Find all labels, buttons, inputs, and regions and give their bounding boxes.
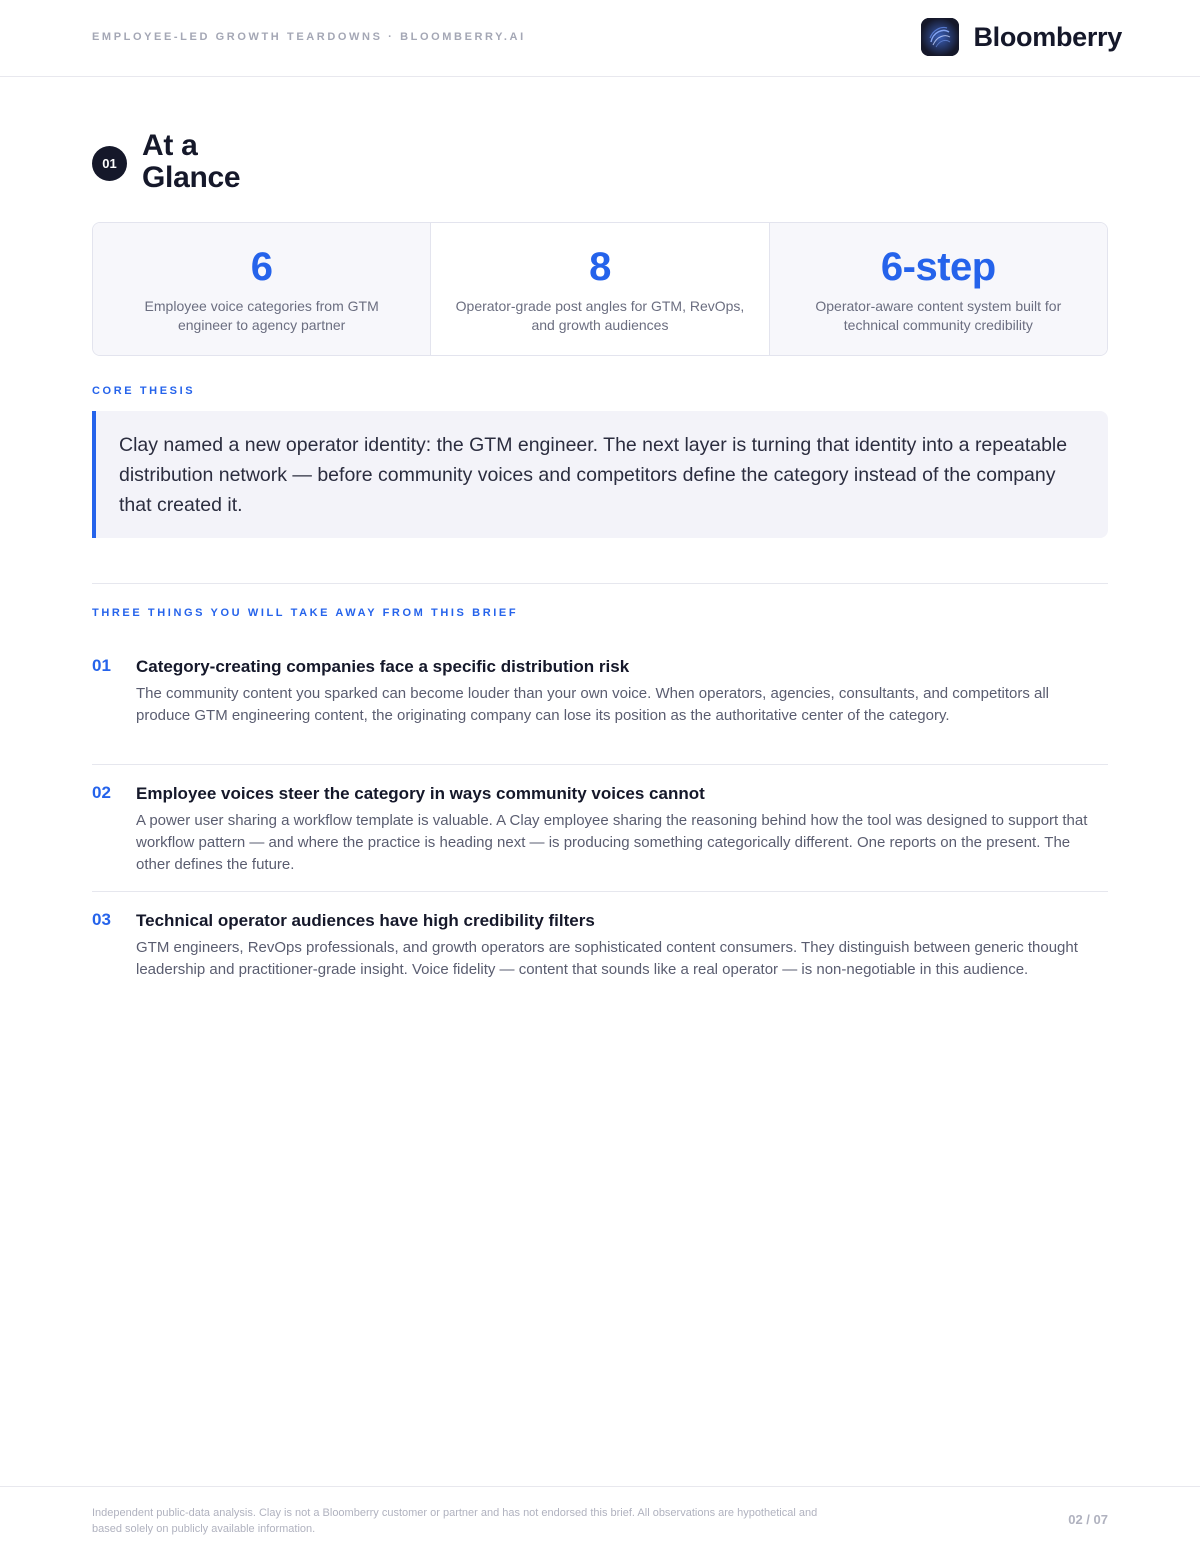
stat-description: Operator-aware content system built for technical community credibility xyxy=(815,298,1062,333)
stat-description: Operator-grade post angles for GTM, RevOps, and growth audiences xyxy=(455,298,745,333)
core-thesis-label: CORE THESIS xyxy=(92,385,196,397)
footer-disclaimer: Independent public-data analysis. Clay is not a Bloomberry customer or partner and has not endorsed this brief. All observations are hypothetical and based solely on publicly available information. xyxy=(92,1507,818,1535)
brand-name: Bloomberry xyxy=(973,21,1122,52)
section-number-badge: 01 xyxy=(92,146,127,181)
divider xyxy=(92,583,1108,584)
stat-value: 6 xyxy=(250,245,273,289)
takeaway-body: GTM engineers, RevOps professionals, and growth operators are sophisticated content consumers. They distinguish between generic thought leadership and practitioner-grade insight. Voice fidelity — content that sounds like a real operator — is non-negotiable in this audience. xyxy=(136,939,1078,978)
takeaway-item xyxy=(92,910,1108,981)
page-number: 02 / 07 xyxy=(1068,1512,1108,1527)
stat-value: 8 xyxy=(589,245,611,289)
takeaway-number: 02 xyxy=(92,783,111,802)
takeaway-item xyxy=(92,656,1108,727)
swirl-logo-icon xyxy=(921,18,959,56)
takeaway-number: 03 xyxy=(92,910,111,929)
divider xyxy=(92,891,1108,892)
takeaway-title: Technical operator audiences have high credibility filters xyxy=(136,911,595,930)
header-kicker: EMPLOYEE-LED GROWTH TEARDOWNS · BLOOMBERRY.AI xyxy=(92,31,526,43)
stat-card xyxy=(430,223,768,355)
takeaway-body: A power user sharing a workflow template is valuable. A Clay employee sharing the reasoning behind how the tool was designed to support that workflow pattern — and where the practice is heading next — is producing something categorically different. One reports on the present. The other defines the future. xyxy=(136,812,1088,873)
core-thesis-quote: Clay named a new operator identity: the GTM engineer. The next layer is turning that identity into a repeatable distribution network — before community voices and competitors define the category instead of the company that created it. xyxy=(92,411,1108,538)
takeaway-number: 01 xyxy=(92,656,111,675)
stat-description: Employee voice categories from GTM engineer to agency partner xyxy=(144,298,379,333)
section-heading xyxy=(92,130,272,194)
takeaway-title: Category-creating companies face a specific distribution risk xyxy=(136,657,630,676)
brand xyxy=(921,18,1122,56)
takeaway-body: The community content you sparked can become louder than your own voice. When operators, agencies, consultants, and competitors all produce GTM engineering content, the originating company can lose its position as the authoritative center of the category. xyxy=(136,685,1049,724)
page-header xyxy=(0,0,1200,77)
takeaway-title: Employee voices steer the category in ways community voices cannot xyxy=(136,784,705,803)
stat-value: 6-step xyxy=(880,245,996,289)
stats-panel xyxy=(92,222,1108,356)
takeaway-item xyxy=(92,783,1108,876)
page-footer xyxy=(0,1486,1200,1553)
takeaways-label: THREE THINGS YOU WILL TAKE AWAY FROM THIS BRIEF xyxy=(92,607,519,619)
divider xyxy=(92,764,1108,765)
stat-card xyxy=(769,223,1107,355)
section-title: At a Glance xyxy=(142,129,241,194)
stat-card xyxy=(93,223,430,355)
